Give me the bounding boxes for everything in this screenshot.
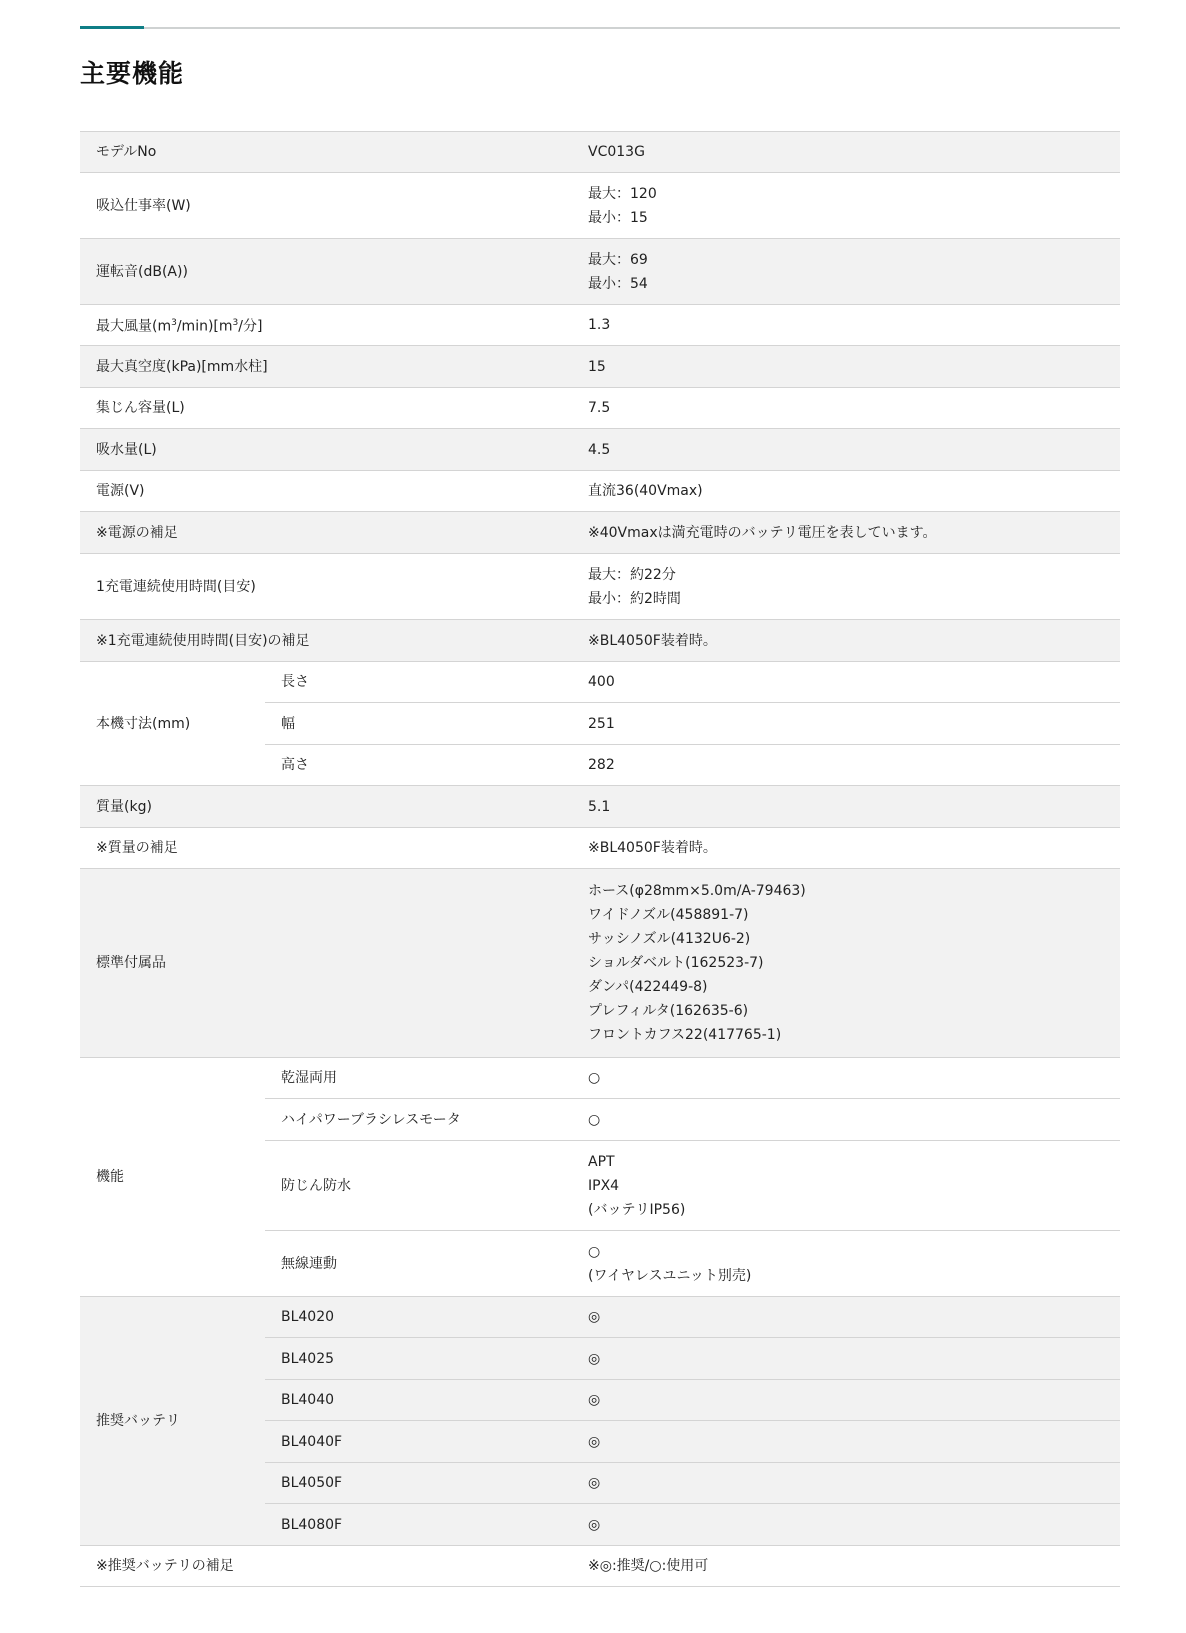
value-line: (ワイヤレスユニット別売) bbox=[588, 1267, 752, 1284]
value-line: ホース(φ28mm×5.0m/A-79463) bbox=[588, 883, 806, 899]
row-value: 7.5 bbox=[572, 388, 1120, 429]
row-value: ○ bbox=[572, 1099, 1120, 1141]
row-value: ※◎:推奨/○:使用可 bbox=[572, 1546, 1120, 1587]
row-value: 15 bbox=[572, 346, 1120, 388]
value-line: サッシノズル(4132U6-2) bbox=[588, 931, 751, 947]
table-row bbox=[80, 662, 1120, 703]
row-value: ※40Vmaxは満充電時のバッテリ電圧を表しています。 bbox=[572, 512, 1120, 554]
value-line: IPX4 bbox=[588, 1177, 620, 1194]
row-label: ※1充電連続使用時間(目安)の補足 bbox=[80, 620, 572, 662]
sub-label: 無線連動 bbox=[265, 1231, 572, 1297]
sub-label: 防じん防水 bbox=[265, 1141, 572, 1231]
value-line: 最大：約22分 bbox=[588, 566, 676, 583]
row-value bbox=[572, 1231, 1120, 1297]
row-value: 1.3 bbox=[572, 305, 1120, 346]
table-row bbox=[80, 132, 1120, 173]
row-value: 282 bbox=[572, 745, 1120, 786]
table-row bbox=[80, 1546, 1120, 1587]
row-value: 直流36(40Vmax) bbox=[572, 471, 1120, 512]
value-line: 最小：約2時間 bbox=[588, 590, 681, 607]
sub-label: BL4040 bbox=[265, 1380, 572, 1421]
row-value bbox=[572, 239, 1120, 305]
row-label: 運転音(dB(A)) bbox=[80, 239, 572, 305]
value-line: ダンパ(422449-8) bbox=[588, 979, 708, 995]
row-label: モデルNo bbox=[80, 132, 572, 173]
table-row bbox=[80, 828, 1120, 869]
value-line: APT bbox=[588, 1153, 615, 1170]
row-value: 5.1 bbox=[572, 786, 1120, 828]
row-label: ※質量の補足 bbox=[80, 828, 572, 869]
table-row bbox=[80, 786, 1120, 828]
row-label: 集じん容量(L) bbox=[80, 388, 572, 429]
row-value bbox=[572, 554, 1120, 620]
row-label: 標準付属品 bbox=[80, 869, 572, 1058]
sub-label: BL4025 bbox=[265, 1338, 572, 1380]
value-line: ショルダベルト(162523-7) bbox=[588, 955, 764, 971]
row-label: 吸水量(L) bbox=[80, 429, 572, 471]
table-row bbox=[80, 620, 1120, 662]
row-value: ※BL4050F装着時。 bbox=[572, 828, 1120, 869]
row-value bbox=[572, 173, 1120, 239]
row-label: 電源(V) bbox=[80, 471, 572, 512]
row-value: ◎ bbox=[572, 1380, 1120, 1421]
row-value bbox=[572, 869, 1120, 1058]
value-line: ○ bbox=[588, 1243, 601, 1260]
value-line: (バッテリIP56) bbox=[588, 1201, 686, 1218]
table-row bbox=[80, 1297, 1120, 1338]
sub-label: BL4050F bbox=[265, 1463, 572, 1504]
row-label: 1充電連続使用時間(目安) bbox=[80, 554, 572, 620]
row-value: ◎ bbox=[572, 1421, 1120, 1463]
row-label: 最大風量$(m^3/\min)[m^3/$分] bbox=[80, 305, 572, 346]
row-value: ◎ bbox=[572, 1297, 1120, 1338]
table-row bbox=[80, 173, 1120, 239]
value-line: 最大：69 bbox=[588, 251, 648, 268]
group-label: 機能 bbox=[80, 1058, 265, 1297]
table-row bbox=[80, 869, 1120, 1058]
table-row bbox=[80, 429, 1120, 471]
sub-label: BL4040F bbox=[265, 1421, 572, 1463]
row-value: 4.5 bbox=[572, 429, 1120, 471]
row-value: 251 bbox=[572, 703, 1120, 745]
row-value: 400 bbox=[572, 662, 1120, 703]
table-row bbox=[80, 388, 1120, 429]
row-label: 最大真空度(kPa)[mm水柱] bbox=[80, 346, 572, 388]
table-row bbox=[80, 554, 1120, 620]
row-label: 質量(kg) bbox=[80, 786, 572, 828]
value-line: 最大：120 bbox=[588, 185, 657, 202]
sub-label: 乾湿両用 bbox=[265, 1058, 572, 1099]
sub-label: ハイパワーブラシレスモータ bbox=[265, 1099, 572, 1141]
row-label: ※電源の補足 bbox=[80, 512, 572, 554]
value-line: プレフィルタ(162635-6) bbox=[588, 1003, 749, 1019]
value-line: フロントカフス22(417765-1) bbox=[588, 1027, 782, 1043]
row-value bbox=[572, 1141, 1120, 1231]
sub-label: BL4020 bbox=[265, 1297, 572, 1338]
row-value: VC013G bbox=[572, 132, 1120, 173]
sub-label: 高さ bbox=[265, 745, 572, 786]
page-title: 主要機能 bbox=[80, 59, 185, 88]
value-line: 最小：15 bbox=[588, 209, 648, 226]
table-row bbox=[80, 239, 1120, 305]
group-label: 推奨バッテリ bbox=[80, 1297, 265, 1546]
sub-label: 幅 bbox=[265, 703, 572, 745]
section-divider-accent bbox=[80, 26, 144, 29]
table-row bbox=[80, 346, 1120, 388]
row-value: ◎ bbox=[572, 1463, 1120, 1504]
row-value: ※BL4050F装着時。 bbox=[572, 620, 1120, 662]
table-row bbox=[80, 471, 1120, 512]
sub-label: BL4080F bbox=[265, 1504, 572, 1546]
row-value: ◎ bbox=[572, 1338, 1120, 1380]
row-value: ◎ bbox=[572, 1504, 1120, 1546]
group-label: 本機寸法(mm) bbox=[80, 662, 265, 786]
section-divider bbox=[80, 27, 1120, 29]
row-label: ※推奨バッテリの補足 bbox=[80, 1546, 572, 1587]
table-row bbox=[80, 512, 1120, 554]
spec-table bbox=[80, 131, 1120, 1587]
row-value: ○ bbox=[572, 1058, 1120, 1099]
value-line: ワイドノズル(458891-7) bbox=[588, 907, 749, 923]
sub-label: 長さ bbox=[265, 662, 572, 703]
value-line: 最小：54 bbox=[588, 275, 648, 292]
table-row bbox=[80, 305, 1120, 346]
table-row bbox=[80, 1058, 1120, 1099]
row-label: 吸込仕事率(W) bbox=[80, 173, 572, 239]
